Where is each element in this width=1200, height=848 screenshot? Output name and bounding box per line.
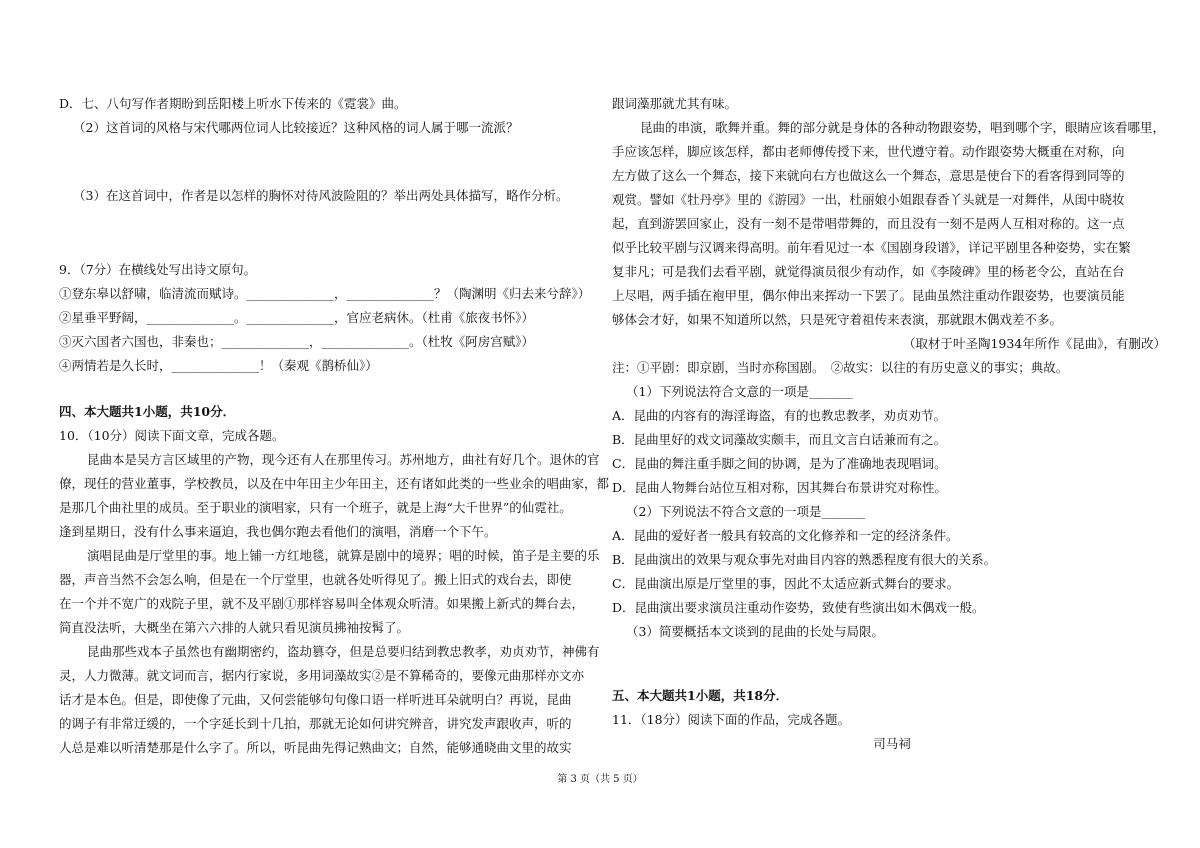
right-text-line: B．昆曲里好的戏文词藻故实颇丰，而且文言白话兼而有之。 [612,432,947,447]
right-text-line: 上尽唱，两手插在袍甲里，偶尔伸出来挥动一下罢了。昆曲虽然注重动作跟姿势，也要演员能 [612,288,1125,303]
right-text-line: 观赏。譬如《牡丹亭》里的《游园》一出，杜丽娘小姐跟春香丫头就是一对舞伴，从闺中晓妆 [612,192,1125,207]
left-text-line: 话才是本色。但是，即使像了元曲，又何尝能够句句像口语一样听进耳朵就明白？再说，昆曲 [59,692,572,707]
right-text-line: 昆曲的串演，歌舞并重。舞的部分就是身体的各种动物跟姿势，唱到哪个字，眼睛应该看哪里， [640,120,1166,135]
left-text-line: 昆曲那些戏本子虽然也有幽期密约，盗劫篡夺，但是总要归结到教忠教孝，劝贞劝节，神佛有 [87,644,600,659]
left-text-line: 10．（10分）阅读下面文章，完成各题。 [59,428,285,443]
right-text-line: A．昆曲的内容有的海淫诲盗，有的也教忠教孝，劝贞劝节。 [612,408,947,423]
left-text-line: 是那几个曲社里的成员。至于职业的演唱家，只有一个班子，就是上海“大千世界”的仙霓社。 [59,500,572,515]
right-text-line: 11．（18分）阅读下面的作品，完成各题。 [612,712,851,727]
left-text-line: 逢到星期日，没有什么事来逼迫，我也偶尔跑去看他们的演唱，消磨一个下午。 [59,524,497,539]
right-text-line: 司马祠 [873,736,911,751]
right-text-line: （3）简要概括本文谈到的昆曲的长处与局限。 [626,624,884,639]
right-text-line: B．昆曲演出的效果与观众事先对曲目内容的熟悉程度有很大的关系。 [612,552,997,567]
right-text-line: D．昆曲人物舞台站位互相对称，因其舞台布景讲究对称性。 [612,480,948,495]
right-text-line: D．昆曲演出要求演员注重动作姿势，致使有些演出如木偶戏一般。 [612,600,985,615]
page-footer: 第 3 页（共 5 页） [557,774,643,785]
right-text-line: （1）下列说法符合文意的一项是_______ [626,384,853,399]
left-text-line: D．七、八句写作者期盼到岳阳楼上听水下传来的《霓裳》曲。 [59,96,407,111]
right-text-line: 似乎比较平剧与汉调来得高明。前年看见过一本《国剧身段谱》，详记平剧里各种姿势，实在繁 [612,240,1131,255]
left-text-line: ②星垂平野阔，______________。______________，官应老病休。（杜甫《旅夜书怀》） [59,310,535,325]
left-text-line: （2）这首词的风格与宋代哪两位词人比较接近？这种风格的词人属于哪一流派？ [73,120,519,135]
right-text-line: 手应该怎样，脚应该怎样，都由老师傅传授下来，世代遵守着。动作跟姿势大概重在对称，向 [612,144,1125,159]
left-text-line: 器，声音当然不会怎么响，但是在一个厅堂里，也就各处听得见了。搬上旧式的戏台去，即使 [59,572,572,587]
left-text-line: 僚，现任的营业董事，学校教员，以及在中年田主少年田主，还有诸如此类的一些业余的唱曲家，都 [59,476,610,491]
right-text-line: A．昆曲的爱好者一般具有较高的文化修养和一定的经济条件。 [612,528,959,543]
left-text-line: 人总是难以听清楚那是什么字了。所以，听昆曲先得记熟曲文；自然，能够通晓曲文里的故实 [59,740,572,755]
left-text-line: 灵，人力微薄。就文词而言，据内行家说，多用词藻故实②是不算稀奇的，要像元曲那样亦文亦 [59,668,585,683]
right-text-line: C．昆曲的舞注重手脚之间的协调，是为了准确地表现唱词。 [612,456,947,471]
right-text-line: 复非凡；可是我们去看平剧，就觉得演员很少有动作，如《李陵碑》里的杨老令公，直站在台 [612,264,1125,279]
left-text-line: 简直没法听，大概坐在第六六排的人就只看见演员拂袖按髯了。 [59,620,410,635]
left-text-line: ①登东皋以舒啸，临清流而赋诗。______________，______________？（陶渊明《归去来兮辞》） [59,286,591,301]
right-text-line: 起，直到游罢回家止，没有一刻不是带唱带舞的，而且没有一刻不是两人互相对称的。这一点 [612,216,1125,231]
right-text-line: C．昆曲演出原是厅堂里的事，因此不太适应新式舞台的要求。 [612,576,960,591]
left-text-line: 四、本大题共1小题，共10分． [59,404,236,419]
right-text-line: 左方做了这么一个舞态，接下来就向右方也做这么一个舞态，意思是使台下的看客得到同等的 [612,168,1125,183]
right-text-line: （2）下列说法不符合文意的一项是_______ [626,504,866,519]
left-text-line: 9．（7分）在横线处写出诗文原句。 [59,262,257,277]
left-text-line: 昆曲本是吴方言区域里的产物，现今还有人在那里传习。苏州地方，曲社有好几个。退休的官 [87,452,600,467]
left-text-line: 在一个并不宽广的戏院子里，就不及平剧①那样容易叫全体观众听清。如果搬上新式的舞台去， [59,596,585,611]
right-text-line: 注：①平剧：即京剧，当时亦称国剧。 ②故实：以往的有历史意义的事实；典故。 [612,360,1069,375]
right-text-line: 跟词藻那就尤其有味。 [612,96,738,111]
left-text-line: ④两情若是久长时，______________！（秦观《鹊桥仙》） [59,358,378,373]
right-text-line: 五、本大题共1小题，共18分． [612,688,789,703]
left-text-line: 的调子有非常迂缓的，一个字延长到十几拍，那就无论如何讲究辨音，讲究发声跟收声，听的 [59,716,572,731]
right-text-line: 够体会才好，如果不知道所以然，只是死守着祖传来表演，那就跟木偶戏差不多。 [612,312,1063,327]
left-text-line: （3）在这首词中，作者是以怎样的胸怀对待风波险阻的？举出两处具体描写，略作分析。 [73,188,569,203]
right-text-line: （取材于叶圣陶1934年所作《昆曲》，有删改） [902,336,1166,351]
left-text-line: ③灭六国者六国也，非秦也；______________，______________。（杜牧《阿房宫赋》） [59,334,535,349]
left-text-line: 演唱昆曲是厅堂里的事。地上铺一方红地毯，就算是剧中的境界；唱的时候，笛子是主要的乐 [87,548,600,563]
